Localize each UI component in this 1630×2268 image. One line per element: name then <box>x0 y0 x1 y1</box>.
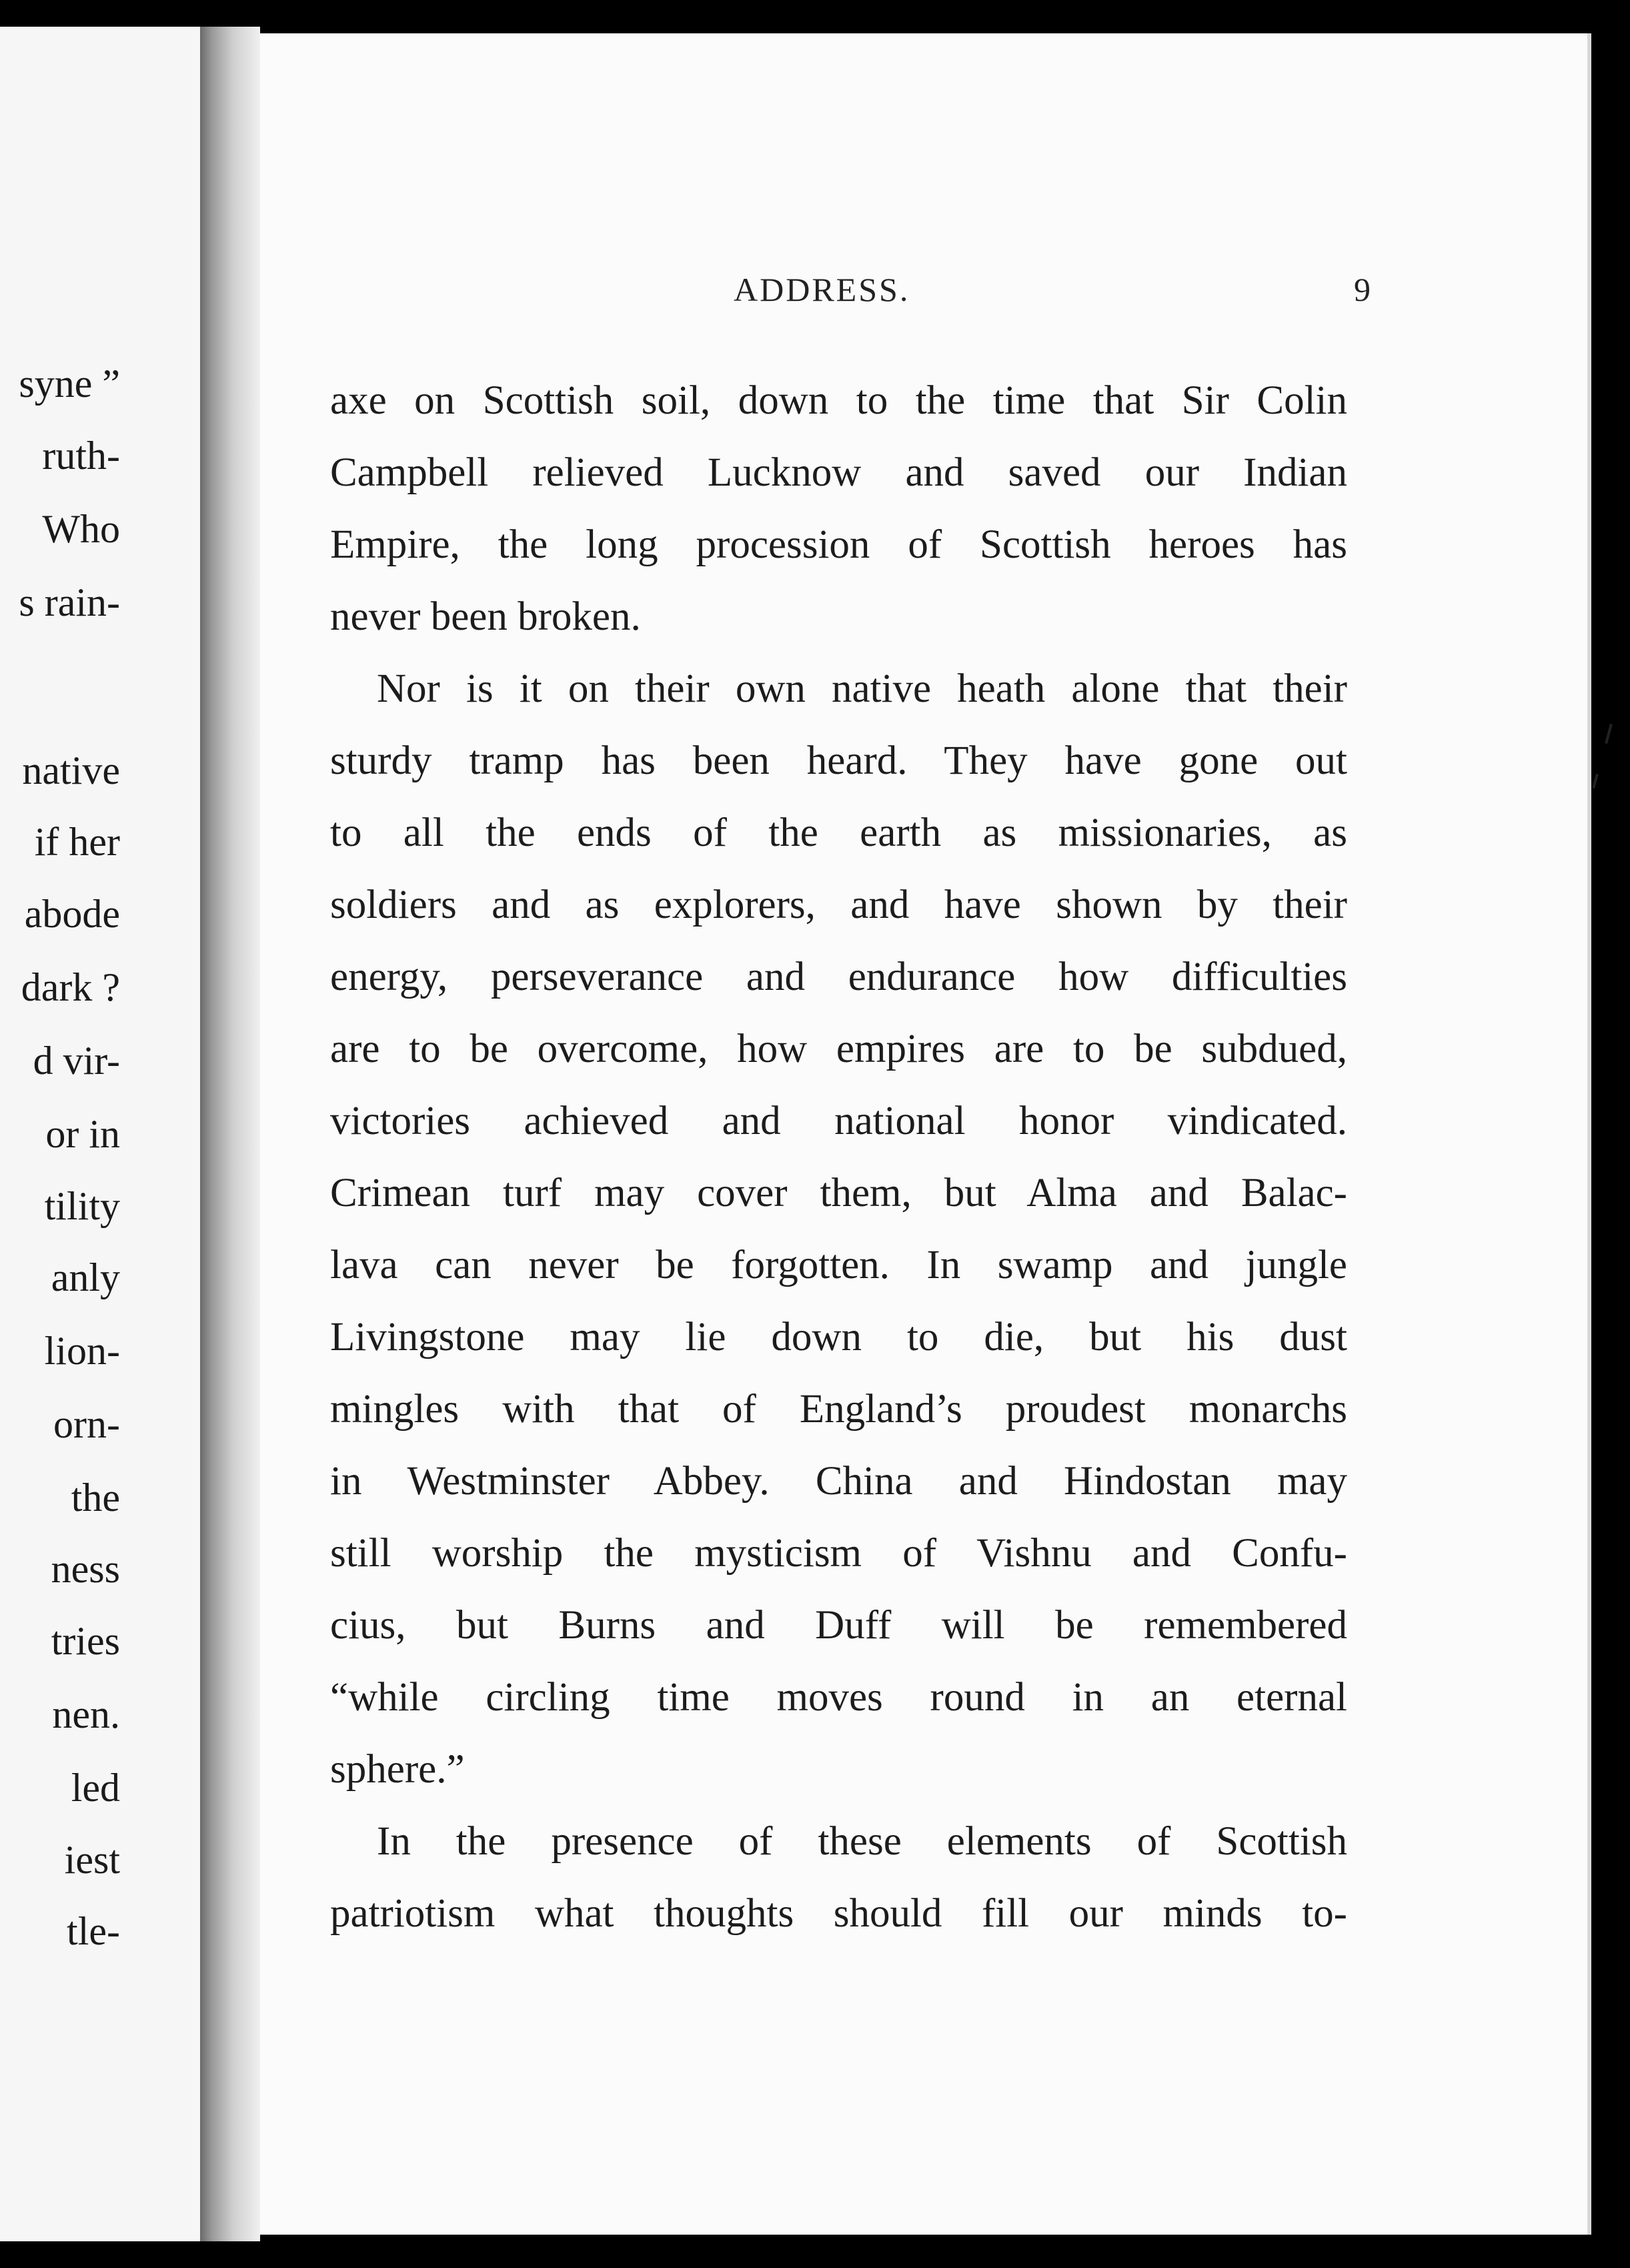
previous-page-line: tries <box>51 1619 120 1663</box>
previous-page-line: or in <box>45 1112 120 1156</box>
text-line: Livingstone may lie down to die, but his dust <box>330 1315 1347 1359</box>
text-line: still worship the mysticism of Vishnu and Confu- <box>330 1531 1347 1576</box>
previous-page-line: Who <box>42 507 120 551</box>
previous-page-line: led <box>71 1766 120 1810</box>
previous-page-line: tle- <box>67 1909 120 1953</box>
scan-mark <box>1605 724 1613 744</box>
text-line: in Westminster Abbey. China and Hindostan may <box>330 1459 1347 1504</box>
text-line: Campbell relieved Lucknow and saved our Indian <box>330 450 1347 495</box>
text-line: to all the ends of the earth as missionaries, as <box>330 810 1347 855</box>
previous-page-line: lion- <box>44 1329 120 1373</box>
previous-page-line: native <box>22 748 120 792</box>
previous-page-line: abode <box>24 892 120 936</box>
book-gutter <box>200 27 260 2241</box>
running-head <box>260 270 1587 324</box>
text-line: never been broken. <box>330 594 641 639</box>
text-line: Crimean turf may cover them, but Alma and Balac- <box>330 1171 1347 1215</box>
text-line: In the presence of these elements of Scottish <box>377 1819 1347 1864</box>
previous-page-line: the <box>71 1476 120 1520</box>
text-line: sturdy tramp has been heard. They have gone out <box>330 738 1347 783</box>
previous-page-line: dark ? <box>21 965 120 1009</box>
previous-page-line: s rain- <box>19 580 120 624</box>
text-line: “while circling time moves round in an eternal <box>330 1675 1347 1720</box>
previous-page-line: ness <box>51 1547 120 1591</box>
previous-page-line: syne ” <box>19 362 120 406</box>
text-line: patriotism what thoughts should fill our minds to- <box>330 1891 1347 1936</box>
previous-page-line: nen. <box>52 1692 120 1736</box>
previous-page-line: d vir- <box>33 1039 120 1083</box>
previous-page-line: ruth- <box>42 434 120 478</box>
previous-page-line: anly <box>51 1255 120 1299</box>
previous-page-line: tility <box>44 1184 120 1228</box>
previous-page-line: iest <box>64 1838 120 1882</box>
text-line: Nor is it on their own native heath alone that their <box>377 666 1347 711</box>
text-line: are to be overcome, how empires are to be subdued, <box>330 1027 1347 1071</box>
current-page <box>260 33 1591 2235</box>
text-line: axe on Scottish soil, down to the time that Sir Colin <box>330 378 1347 423</box>
previous-page-line: orn- <box>53 1402 120 1446</box>
text-line: mingles with that of England’s proudest monarchs <box>330 1387 1347 1432</box>
previous-page-line: if her <box>34 820 120 864</box>
text-line: cius, but Burns and Duff will be remembered <box>330 1603 1347 1648</box>
text-line: victories achieved and national honor vindicated. <box>330 1099 1347 1143</box>
scan-mark <box>1592 774 1599 788</box>
text-line: energy, perseverance and endurance how difficulties <box>330 955 1347 999</box>
text-line: lava can never be forgotten. In swamp and jungle <box>330 1243 1347 1287</box>
text-line: Empire, the long procession of Scottish heroes has <box>330 522 1347 567</box>
text-line: sphere.” <box>330 1747 465 1792</box>
text-line: soldiers and as explorers, and have shown by their <box>330 883 1347 927</box>
running-title: ADDRESS. <box>734 271 910 308</box>
page-number: 9 <box>1354 271 1371 308</box>
previous-page <box>0 27 201 2241</box>
